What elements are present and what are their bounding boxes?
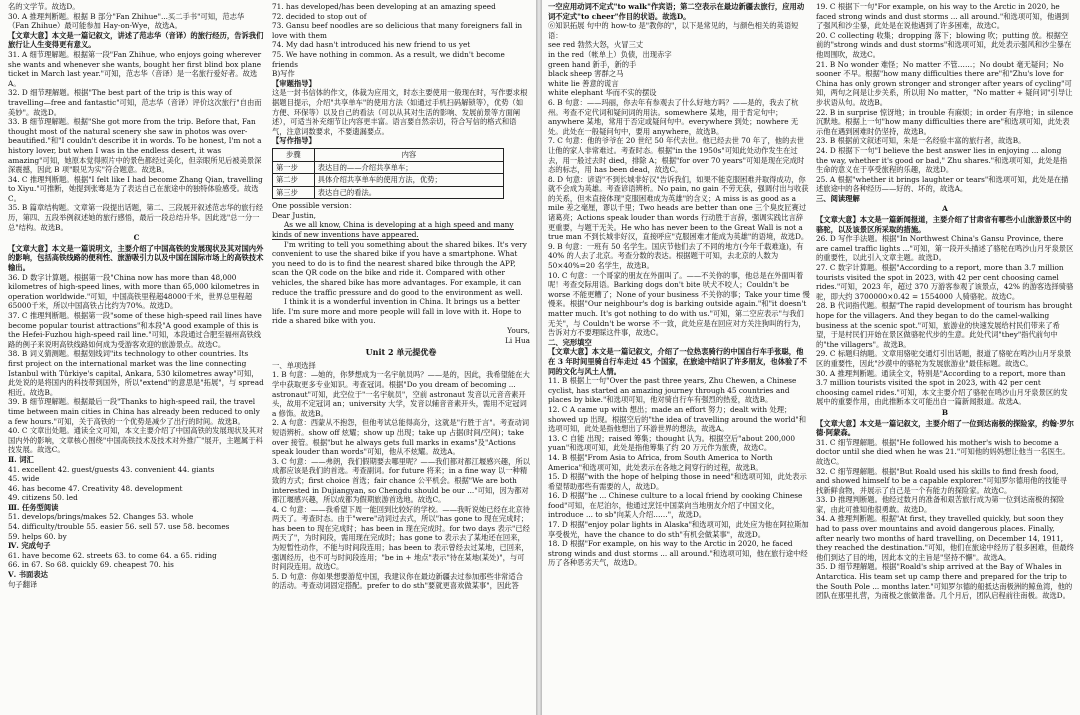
right-page [542,0,1080,715]
text-line: 41. excellent 42. guest/guests 43. convenient 44. giants [8,464,215,474]
text-line: 6. B 句意：——玛丽，你去年有参观去了什么好地方吗？——是的，我去了杭州。考查不定代词和疑问词的用法。somewhere 某地，用于肯定句中；anywhere 某地，常用于否定或疑问句中。everywhere 到处；nowhere 无处。此处在一般疑问句中，要用 anywhere，故选B。 [548,97,799,136]
text-line: 26. D 写作手法题。根据"In Northwest China's Gansu Province, there are camel traffic lights ..."可知，第一段开头描述了骆驼在鸣沙山月牙泉景区的重要性，以此引入文章主题。故选D。 [816,234,1074,263]
text-line: 38. B 词义猜测题。根据划线词"its technology to other countries. Its first project on the international market was the line connecting Istanbul with Türkiye's capital, Ankara, 530 kilometres away"可知，此处说的是将国内的科技带到国外，所以"extend"的意思是"拓展"，与 spread 相近。故选B。 [8,349,264,397]
step-content: 表达目的——介绍共享单车； [314,161,503,174]
essay-label: One possible version： [272,201,357,211]
text-line: 【文章大意】本文是一篇新闻报道，主要介绍了甘肃省有哪些小山旅游景区中的骆驼，以及该景区所采取的措施。 [816,215,1072,234]
text-line: 22. B in surprise 惊讶地；in trouble 有麻烦；in order 有序地；in silence 沉默地。根据上一句"how many difficulties there are"和选项可知，此处表示他在遇到困难时仍坚持，故选B。 [816,107,1074,136]
translation-and-writing-guide [272,2,530,146]
text-line: 【审题指导】 [272,78,316,88]
text-line: 15. D 根据"with the hope of helping those in need"和选项可知，此处表示希望帮助那些有需要的人，故选D。 [548,472,807,491]
text-line: 名的文学节。故选D。 [8,2,80,11]
text-line: 40. C 文章出处题。通读全文可知，本文主要介绍了中国高铁的发展现状及其对国内外的影响，文章核心围绕"中国高铁技术及技术对外推广"展开，主题属于科技发展。故选C。 [8,426,264,455]
left-page [0,0,536,715]
steps-header-step: 步骤 [273,148,315,161]
steps-row [273,174,504,187]
text-line: 31. C 细节理解题。根据"He followed his mother's wish to become a doctor until she died when he was 21."可知他的妈妈想让他当一名医生。故选C。 [816,437,1070,466]
text-line: Ⅴ. 书面表达 [8,570,48,580]
text-line: ⑥知识拓展 句中的 how-to 是"教你的"，以下是常见的，与颜色相关的英语短语： [548,21,799,40]
text-line: 33. D 推理判断题。他经过数月的准备和艰苦旅行成为第一位到达南极的探险家，由此可推知他很勇敢。故选D。 [816,495,1065,514]
text-line: B)写作 [272,69,295,79]
text-line: 10. C 句意：一个哥家的朋友在外面叫了。——不关你的事，他总是在外面叫着呢！考查交际用语。Barking dogs don't bite 吠犬不咬人；Couldn't be worse 不能更糟了；None of your business 不关你的事；Take your time 慢慢来。根据"Our neighbour's dog is barking outside again."和"it doesn't matter much. It's got nothing to do with us."可知，第二空应表示"与我们无关"，与 Couldn't be worse 不一致，此处应是在回应对方关注狗叫的行为，告诉对方不要理睬这件事，故选C。 [548,270,810,338]
text-line: 30. A 推理判断题。通读全文，特别是"According to a report, more than 3.7 million tourists visited the spot in 2023, with 42 per cent choosing camel rides."可知，本文主要介绍了骆驼在鸣沙山月牙泉景区的发展中的重要作用，由此推断本文可能出自一篇新闻报道。故选A。 [816,368,1068,407]
text-line: 73. Gansu beef noodles are so delicious that many foreigners fall in love with them [272,21,523,40]
text-line: 51. develops/brings/makes 52. Changes 53. whole [8,512,194,522]
text-line: green hand 新手，新的手 [548,59,637,69]
text-line: 61. have become 62. streets 63. to come 64. a 65. riding [8,550,217,560]
text-line: 71. has developed/has been developing at an amazing speed [272,2,496,11]
text-line: 7. C 句意：他的爷爷在 20 世纪 50 年代去世。他已经去世 70 年了，他的去世让他的家人非常难过。考查时态。根据"in the 1950s"可知此处动作发生在过去，用一般过去时 died，排除 A；根据"for over 70 years"可知是现在完成时态的标志，用 has been dead，故选C。 [548,136,805,175]
text-line: 【文章大意】本文是一篇记叙文，主要介绍了一位到达南极的探险家，约翰·罗尔德·阿蒙森。 [816,418,1074,438]
text-line: 21. B No wonder 难怪；No matter 不管……；No doubt 毫无疑问；No sooner 不早。根据"how many difficulties there are"和"Zhu's love for China has only grown stronger and stronger after years of cycling"可知，两句之间是让步关系，所以用 No matter，"No matter + 疑问词"引导让步状语从句。故选B。 [816,59,1073,107]
text-line: white elephant 华而不实的摆设 [548,88,657,98]
text-line: 12. C A came up with 想出；made an effort 努力；dealt with 处理；showed up 出现。根据空后的"the idea of travelling around the world"和选项可知，此处是指他想出了环游世界的想法，故选A。 [548,404,807,434]
text-line: 8. D 句意：谚语"不到长城非好汉"告诉我们，如果不能克服困难并取得成功，你就不会成为英雄。考查谚语辨析。No pain, no gain 不劳无获，强调付出与收获的关系，但未直接体现"克服困难成为英雄"的含义；A miss is as good as a mile 差之毫厘，谬以千里；Two heads are better than one 三个臭皮匠赛过诸葛亮；Actions speak louder than words 行动胜于言辞，强调实践比言辞更重要，与题干无关。He who has never been to the Great Wall is not a true man 不到长城非好汉，直接呼应"克服困难才能成为英雄"的语境，故选D。 [548,174,809,242]
text-line: white lie 善意的谎言 [548,78,619,88]
text-line: 4. C 句意：——我希望下周一能回到比较好的学校。——我听说她已经在北京待两天了。考查时态。由于"were"动词过去式，所以"has gone to 现在完成时；has been to 现在完成时；has been in 现在完成时。for two days 表示"已经两天了"，为时间段，需用现在完成时；has gone to 表示去了某地还在回来，为短暂性动作，不能与时间段连用；has been to 表示曾经去过某地，已回来，强调经历，也不可与时间段连用；"be in + 地点"表示"待在某地(某处)"，与可时间段连用。故选C。 [272,504,530,572]
text-line: 1. B 句意：—她的，你梦想成为一名宇航员吗？——是的，因此，我希望能在大学中获取更多专业知识。考查冠词。根据"Do you dream of becoming ... astronaut"可知，此空位于"一名宇航员"，空前 astronaut 发音以元音音素开头，故用不定冠词 an；university 大学，发音以辅音音素开头，需用不定冠词 a 修饰。故选B。 [272,370,530,418]
right-column-2 [816,2,1074,714]
text-line: 28. B 代词指代题。根据"The rapid development of tourism has brought hope for the villagers. And they began to do the camel-walking business at the scenic spot."可知，旅游业的快速发展给村民们带来了希望，于是村民们开始在景区做骆驼代步的生意。此处代词"they"指代前句中的"the villagers"。故选B。 [816,301,1073,349]
text-line: see red 勃然大怒，火冒三丈 [548,40,644,50]
essay-greeting: Dear Justin, [272,210,316,220]
text-line: 17. D 根据"enjoy polar lights in Alaska"和选项可知，此处应为他在阿拉斯加享受极光，have the chance to do sth"有机会做某事"，故选D。 [548,520,809,539]
text-line: C [133,233,140,243]
text-line: black sheep 害群之马 [548,69,624,79]
text-line: 【文章大意】本文是一篇说明文，主要介绍了中国高铁的发展现状及其对国内外的影响，包括高铁线路的便利性、旅游吸引力以及中国在国际市场上的高铁技术输出。 [8,243,264,273]
unit-answers [272,361,530,591]
text-line: Ⅲ. 任务型阅读 [8,502,59,512]
text-line: 16. D 根据"he ... Chinese culture to a local friend by cooking Chinese food"可知，在尼泊尔，他通过烹饪中国菜向当地朋友介绍了中国文化，introduce ... to sb"向某人介绍……"，故选D。 [548,491,803,520]
text-line: B [941,407,949,417]
text-line: 一、单项选择 [272,360,316,370]
text-line: Ⅳ. 完成句子 [8,541,51,551]
step-content: 具体介绍共享单车的使用方法，优势； [314,174,503,187]
text-line: 32. C 细节理解题。根据"But Roald used his skills to find fresh food, and showed himself to be a capable explorer."可知罗尔德用他的技能寻找新鲜食物，并展示了自己是一个有能力的探险家。故选C。 [816,466,1067,495]
text-line: 54. difficulty/trouble 55. easier 56. sell 57. use 58. becomes [8,522,230,532]
text-line: Ⅱ. 词汇 [8,454,34,464]
text-line: 【写作指导】 [272,136,316,146]
step-content: 表达自己的看法。 [314,186,503,199]
text-line: 37. C 推理判断题。根据第一段"some of these high-speed rail lines have become popular tourist attractions"和本段"A good example of this is the Hefei-Fuzhou high-speed rail line."可知，本段通过合肥至福州高铁线路的例子来说明高铁线路如何成为受游客欢迎的旅游景点。故选C。 [8,311,262,349]
sample-essay [272,201,530,345]
text-line: 49. citizens 50. led [8,493,78,503]
text-line: 32. D 细节理解题。根据"The best part of the trip is this way of travelling—free and fantastic"可知，范志华（音译）评价这次旅行"自由而美妙"。故选D。 [8,88,262,117]
text-line: 31. A 细节理解题。根据第一段"Fan Zhihue, who enjoys going wherever she wants and whenever she wants, bought her first blind box plane ticket in March last year."可知，范志华（音译）是一名旅行爱好者。故选A。 [8,49,262,88]
step-label: 第一步 [273,161,315,174]
left-column-2 [272,2,530,714]
text-line: 36. D 数字计算题。根据第一段"China now has more than 48,000 kilometres of high-speed lines, with more than 65,000 kilometres in operation worldwide."可知，中国高铁里程超48000千米，世界总里程超65000千米，所以中国高铁占比约为70%。故选D。 [8,272,260,311]
text-line: 13. C 自能 出现；raised 筹集；thought 认为。根据空后"about 200,000 yuan"和选项可知，此处是指他筹集了约 20 万元作为旅费，故选C。 [548,433,796,453]
text-line: 59. helps 60. by [8,531,67,541]
writing-steps-table [272,148,504,199]
essay-paragraph-1: As we all know, China is developing at a high speed and many kinds of new inventions have appeared. [272,220,514,240]
text-line: 11. B 根据上一句"Over the past three years, Zhu Chewen, a Chinese cyclist, has started an amazing journey through 45 countries and places by bike."和选项可知，他对骑自行车有强烈的热爱，故选B。 [548,376,797,405]
unit-title: Unit 2 单元提优卷 [365,347,437,358]
left-column-1 [8,2,265,714]
text-line: 29. C 标题归纳题。文章用骆驼交通灯引出话题，报道了骆驼在鸣沙山月牙泉景区的重要性，因此"沙漠中的骆驼为发展旅游业"最佳标题。故选C。 [816,349,1072,368]
text-line: 【文章大意】本文是一篇记叙文，介绍了一位热衷骑行的中国自行车手张聪，他在 3 年时间里骑自行车走过 45 个国家，在旅途中结识了许多朋友，也体验了不同的文化与风土人情。 [548,347,807,376]
essay-paragraph-2: I'm writing to tell you something about the shared bikes. It's very convenient to use the shared bike if you have a smartphone. What you need to do is to find the nearest shared bike through the APP, scan the QR code on the bike and ride it. Compared with other vehicles, the shared bike has more advantages. For example, it can reduce the traffic pressure and do good to the environment as well. [272,239,527,297]
text-line: 33. B 细节理解题。根据"She got more from the trip. Before that, Fan thought most of the natural scenery she saw in photos was over-beautified."和"I couldn't describe it in words. To be honest, I'm not a history lover, but when I was in the endless desert, it was amazing"可知，她原本觉得照片中的景色都经过美化，但亲眼所见后被美景深深震撼，因此 B 项"眼见为实"符合题意。故选B。 [8,117,262,175]
text-line: 23. B 根据前文叙述可知，朱是一名经验丰富的旅行者，故选B。 [816,136,1026,146]
text-line: 9. B 句意：一班有 50 名学生。国庆节他们去了不同的地方(今年千载难逢)，有 40% 的人去了北京。考查分数的表达。根据题干可知，去北京的人数为 50×40%=20 名学生，故选B。 [548,241,804,271]
text-line: 20. C collecting 收集；dropping 落下；blowing 吹；putting 放。根据空前的"strong winds and dust storms"和选项可知，此处表示强风和沙尘暴在他周围吹，故选C。 [816,30,1072,59]
text-line: 72. decided to stop out of [272,11,367,21]
text-line: 2. A 句意：西蒙从不抱怨，但他考试总能得高分，这就是"行胜于言"。考查动词短语辨析。show off 炫耀；show up 出现；take up 占据(时间/空间)；take over 接管。根据"but he always gets full marks in exams"及"Actions speak louder than words"可知，他从不炫耀。故选A。 [272,418,530,457]
text-line: 5. D 句意：你如果想要游览中国，我建议你在最边新疆去过参加那些非常适合的活动。考查动词固定搭配。prefer to do sth"要就更喜欢做某事"，因此答 [272,571,523,591]
text-line: 35. B 篇章结构题。文章第一段提出话题，第二、三段展开叙述范志华的旅行经历，第四、五段举例叙述她的旅行感悟，最后一段总结升华。因此选"总一分一总"结构。故选B。 [8,203,264,232]
steps-row [273,186,504,199]
text-line: 25. A 根据"whether it brings laughter or tears"和选项可知，此处是在描述旅途中的各种经历——好的、坏的，故选A。 [816,174,1069,194]
text-line: 句子翻译 [8,579,38,589]
right-column-1 [548,2,810,714]
text-line: 三、阅读理解 [816,193,860,203]
text-line: 35. D 细节理解题。根据"Roald's ship arrived at the Bay of Whales in Antarctica. His team set up camp there and prepared for the trip to the South Pole ... months later."可知罗尔德的船抵达南极洲的鲸鱼湾，他的团队在那里扎营，为南极之旅做准备。几个月后，团队启程前往南极。故选D。 [816,562,1073,601]
text-line: 46. has become 47. Creativity 48. development [8,483,183,493]
text-line: 75. We have nothing in common. As a result, we didn't become friends [272,49,505,69]
text-line: 二、完形填空 [548,337,592,347]
text-line: 34. C 推理判断题。根据"I felt like I had become Zhang Qian, travelling to Xiyu."可推断，她提到张骞是为了表达自己在旅途中的独特体验感受。故选C。 [8,174,263,203]
text-line: 34. A 推理判断题。根据"At first, they travelled quickly, but soon they had to pass over mountains and avoid dangerous places. Finally, after nearly two months of hard travelling, on December 14, 1911, they reached the destination."可知，他们在旅途中经历了很多困难，但最终他们到达了目的地，因此本文的主旨是"坚持不懈"。故选A。 [816,514,1074,562]
essay-closing: Yours, [507,326,530,335]
text-line: 3. C 句意：——弗朗，我们假期要去哪里呢？——我们都对都江堰感兴趣，所以成都应该是我们的首选。考查副词。for future 将来；in a fine way 以一种精致的方式；first choice 首选；fair chance 公平机会。根据"We are both interested in Dujiangyan, so Chengdu should be our ..."可知，因为都对都江堰感兴趣，所以成都为假期旅游首选地。故选C。 [272,456,530,505]
text-line: 这是一封书信体的作文，体裁为应用文，时态主要使用一般现在时，写作要求根据题目提示，介绍"共享单车"的使用方法（如通过手机扫码解锁等），优势（如方便、环保等）以及自己的看法（可以从其对生活的影响、发展前景等方面阐述），可适当补充细节让内容更丰富。语言要自然亲切，符合写信的格式和语气，注意词数要求，不要遗漏要点。 [272,88,528,136]
essay-paragraph-3: I think it is a wonderful invention in China. It brings us a better life. I'm sure more and more people will fall in love with it. Hope to ride a shared bike with you. [272,297,522,326]
essay-signature: Li Hua [505,335,530,345]
step-label: 第三步 [273,186,315,199]
steps-row [273,161,504,174]
step-label: 第二步 [273,174,315,187]
text-line: 19. C 根据下一句"For example, on his way to the Arctic in 2020, he faced strong winds and dust storms ... all around."和选项可知，他遇到了强风和沙尘暴，此处是在说他遇到了许多困难，故选C。 [816,2,1069,31]
steps-header-content: 内容 [314,148,503,161]
text-line: in the red（帐单上）负债，出现赤字 [548,49,672,59]
text-line: 一空应用动词不定式"to walk"作宾语；第二空表示在最边新疆去旅行，应用动词不定式"to cheer"作目的状语。故选D。 [548,2,805,21]
text-line: 39. B 细节理解题。根据最后一段"Thanks to high-speed rail, the travel time between main cities in China has already been reduced to only a few hours."可知，关于高铁的一个优势是减少了出行的时间。故选B。 [8,397,260,426]
text-line: 74. My dad hasn't introduced his new friend to us yet [272,40,471,50]
text-line: A [942,204,948,214]
text-line: 【文章大意】本文是一篇记叙文，讲述了范志华（音译）的旅行经历，告诉我们旅行让人生变得更有意义。 [8,30,264,50]
text-line: 18. D 根据"For example, on his way to the Arctic in 2020, he faced strong winds and dust storms ... all around."和选项可知，他在旅行途中经历了各种恶劣天气，故选D。 [548,539,808,568]
text-line: 45. wide [8,474,40,484]
text-line: 66. in 67. So 68. quickly 69. cheapest 70. his [8,560,174,570]
text-line: 27. C 数字计算题。根据"According to a report, more than 3.7 million tourists visited the spot in 2023, with 42 per cent choosing camel rides."可知，2023 年，超过 370 万游客参观了该景点，42% 的游客选择骑骆驼，即大约 3700000×0.42 = 1554000 人骑骆驼。故选C。 [816,263,1074,301]
text-line: 24. D 根据下一句"I believe the best answer lies in enjoying ... along the way, whether it's good or bad," Zhu shares."和选项可知，此处是指生命的意义在于享受旅程的乐趣，故选D。 [816,145,1068,175]
text-line: 30. A 推理判断题。根据 B 部分"Fan Zhihue"...买二手书"可知，范志华（Fan Zhihue）最可能参加 Hay-on-Wye，故选A。 [8,11,245,31]
text-line: 14. B 根据"From Asia to Africa, from South America to North America"和选项可知，此处表示在各地之间穿行的过程，故选B。 [548,452,773,472]
